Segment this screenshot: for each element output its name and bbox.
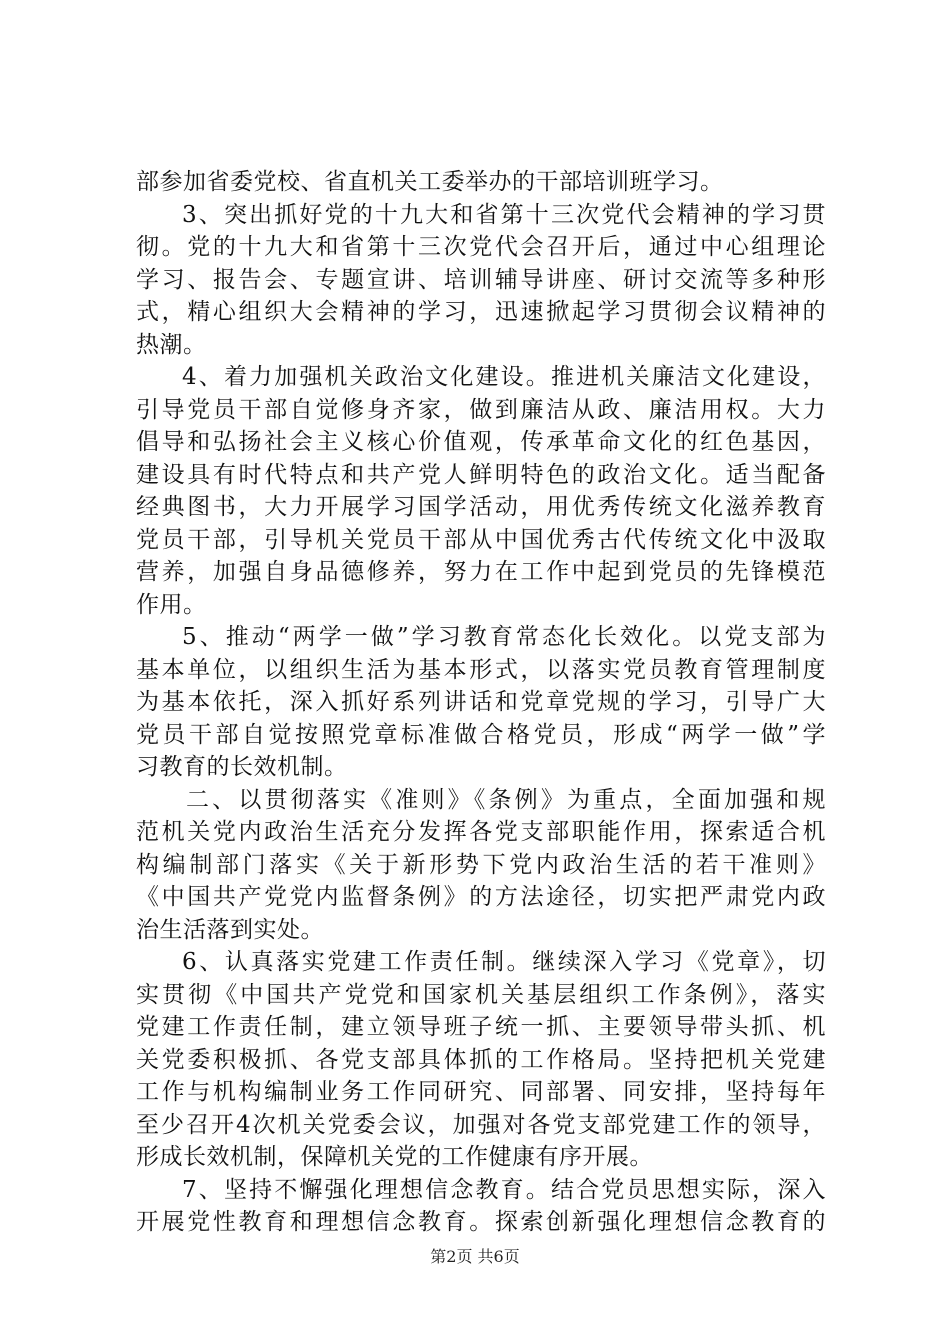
text-line: 彻。党的十九大和省第十三次党代会召开后，通过中心组理论 (136, 234, 826, 260)
text-line: 关党委积极抓、各党支部具体抓的工作格局。坚持把机关党建 (136, 1046, 826, 1073)
text-line: 学习、报告会、专题宣讲、培训辅导讲座、研讨交流等多种形 (136, 266, 826, 293)
page-footer: 第2页 共6页 (430, 1247, 520, 1266)
text-line: 党员干部自觉按照党章标准做合格党员，形成“两学一做”学 (136, 721, 826, 748)
text-line: 基本单位，以组织生活为基本形式，以落实党员教育管理制度 (136, 656, 826, 683)
text-line: 经典图书，大力开展学习国学活动，用优秀传统文化滋养教育 (136, 494, 826, 520)
text-line: 5、推动“两学一做”学习教育常态化长效化。以党支部为 (182, 624, 826, 650)
text-line: 引导党员干部自觉修身齐家，做到廉洁从政、廉洁用权。大力 (136, 396, 826, 423)
text-line: 部参加省委党校、省直机关工委举办的干部培训班学习。 (136, 169, 724, 195)
text-line: 党员干部，引导机关党员干部从中国优秀古代传统文化中汲取 (136, 526, 826, 553)
text-line: 式，精心组织大会精神的学习，迅速掀起学习贯彻会议精神的 (136, 299, 826, 325)
text-line: 作用。 (136, 591, 207, 618)
text-line: 6、认真落实党建工作责任制。继续深入学习《党章》，切 (182, 949, 826, 975)
text-line: 实贯彻《中国共产党党和国家机关基层组织工作条例》，落实 (136, 981, 826, 1008)
text-line: 至少召开4次机关党委会议，加强对各党支部党建工作的领导， (136, 1111, 826, 1138)
text-line: 3、突出抓好党的十九大和省第十三次党代会精神的学习贯 (182, 201, 826, 228)
document-body (136, 166, 826, 1239)
text-line: 倡导和弘扬社会主义核心价值观，传承革命文化的红色基因， (136, 429, 826, 455)
text-line: 构编制部门落实《关于新形势下党内政治生活的若干准则》 (136, 851, 826, 878)
text-line: 为基本依托，深入抓好系列讲话和党章党规的学习，引导广大 (136, 689, 826, 715)
text-line: 《中国共产党党内监督条例》的方法途径，切实把严肃党内政 (136, 884, 826, 910)
text-line: 二、以贯彻落实《准则》《条例》为重点，全面加强和规 (186, 786, 826, 813)
text-line: 习教育的长效机制。 (136, 754, 348, 780)
text-line: 4、着力加强机关政治文化建设。推进机关廉洁文化建设， (182, 364, 826, 390)
text-line: 7、坚持不懈强化理想信念教育。结合党员思想实际，深入 (182, 1176, 826, 1203)
text-line: 形成长效机制，保障机关党的工作健康有序开展。 (136, 1144, 653, 1170)
text-line: 工作与机构编制业务工作同研究、同部署、同安排，坚持每年 (136, 1079, 826, 1105)
text-line: 建设具有时代特点和共产党人鲜明特色的政治文化。适当配备 (136, 461, 826, 488)
text-line: 范机关党内政治生活充分发挥各党支部职能作用，探索适合机 (136, 819, 826, 845)
text-line: 治生活落到实处。 (136, 916, 324, 943)
text-line: 党建工作责任制，建立领导班子统一抓、主要领导带头抓、机 (136, 1014, 826, 1040)
text-line: 开展党性教育和理想信念教育。探索创新强化理想信念教育的 (136, 1209, 826, 1235)
text-line: 热潮。 (136, 331, 207, 358)
text-line: 营养，加强自身品德修养，努力在工作中起到党员的先锋模范 (136, 559, 826, 585)
